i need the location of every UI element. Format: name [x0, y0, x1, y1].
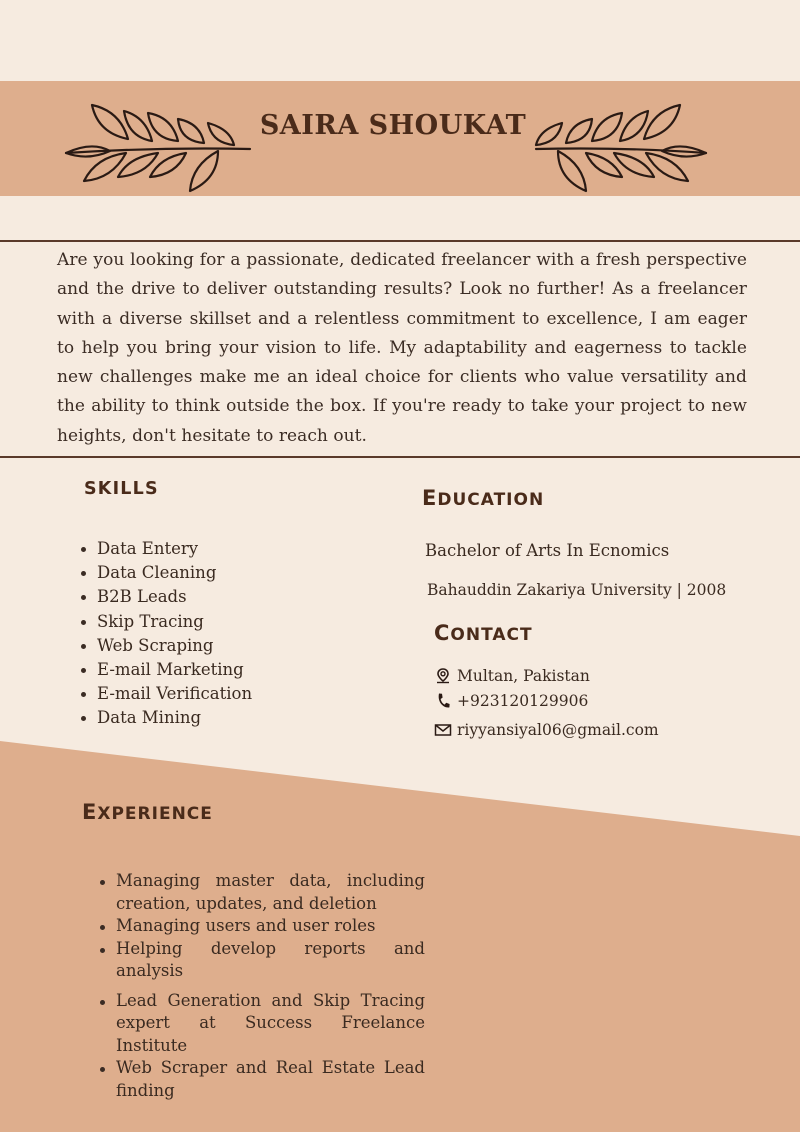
list-item: B2B Leads [78, 585, 252, 609]
list-item: Data Cleaning [78, 561, 252, 585]
list-item: Data Entery [78, 537, 252, 561]
contact-heading [434, 621, 533, 645]
list-item: Helping develop reports and analysis [97, 938, 425, 983]
contact-email [434, 721, 659, 739]
list-item: Web Scraper and Real Estate Lead finding [97, 1057, 425, 1102]
list-item: Managing master data, including creation, updates, and deletion [97, 870, 425, 915]
location-text: Multan, Pakistan [457, 667, 590, 685]
education-university: Bahauddin Zakariya University | 2008 [427, 581, 727, 599]
divider-top [0, 240, 800, 242]
email-text: riyyansiyal06@gmail.com [457, 721, 659, 739]
contact-phone [434, 692, 588, 710]
phone-text: +923120129906 [457, 692, 589, 710]
list-item: Skip Tracing [78, 610, 252, 634]
location-icon [434, 667, 452, 685]
divider-bottom [0, 456, 800, 458]
list-item: E-mail Verification [78, 682, 252, 706]
list-item: Lead Generation and Skip Tracing expert at Success Freelance Institute [97, 990, 425, 1058]
education-heading-initial: E [422, 486, 438, 510]
list-item: Data Mining [78, 706, 252, 730]
experience-heading [82, 800, 213, 824]
contact-heading-initial: C [434, 621, 451, 645]
profile-summary: Are you looking for a passionate, dedicated freelancer with a fresh perspective and the drive to deliver outstanding results? Look no further! As a freelancer with a diverse skillset and a relentless commitment to excellence, I am eager to help you bring your vision to life. My adaptability and eagerness to tackle new challenges make me an ideal choice for clients who value versatility and the ability to think outside the box. If you're ready to take your project to new heights, don't hesitate to reach out. [57, 250, 747, 446]
page-title: SAIRA SHOUKAT [259, 110, 527, 141]
contact-heading-rest: ONTACT [450, 625, 533, 645]
email-icon [434, 721, 452, 739]
experience-heading-initial: E [82, 800, 98, 824]
phone-icon [434, 692, 452, 710]
education-degree: Bachelor of Arts In Ecnomics [425, 541, 670, 560]
education-heading-rest: DUCATION [437, 490, 545, 510]
list-item: Managing users and user roles [97, 915, 425, 938]
contact-location [434, 667, 590, 685]
list-item: Web Scraping [78, 634, 252, 658]
skills-list [78, 537, 252, 731]
experience-list [97, 870, 425, 1102]
education-heading [422, 486, 544, 510]
experience-heading-rest: XPERIENCE [97, 804, 213, 824]
list-item: E-mail Marketing [78, 658, 252, 682]
skills-heading: SKILLS [84, 479, 159, 499]
